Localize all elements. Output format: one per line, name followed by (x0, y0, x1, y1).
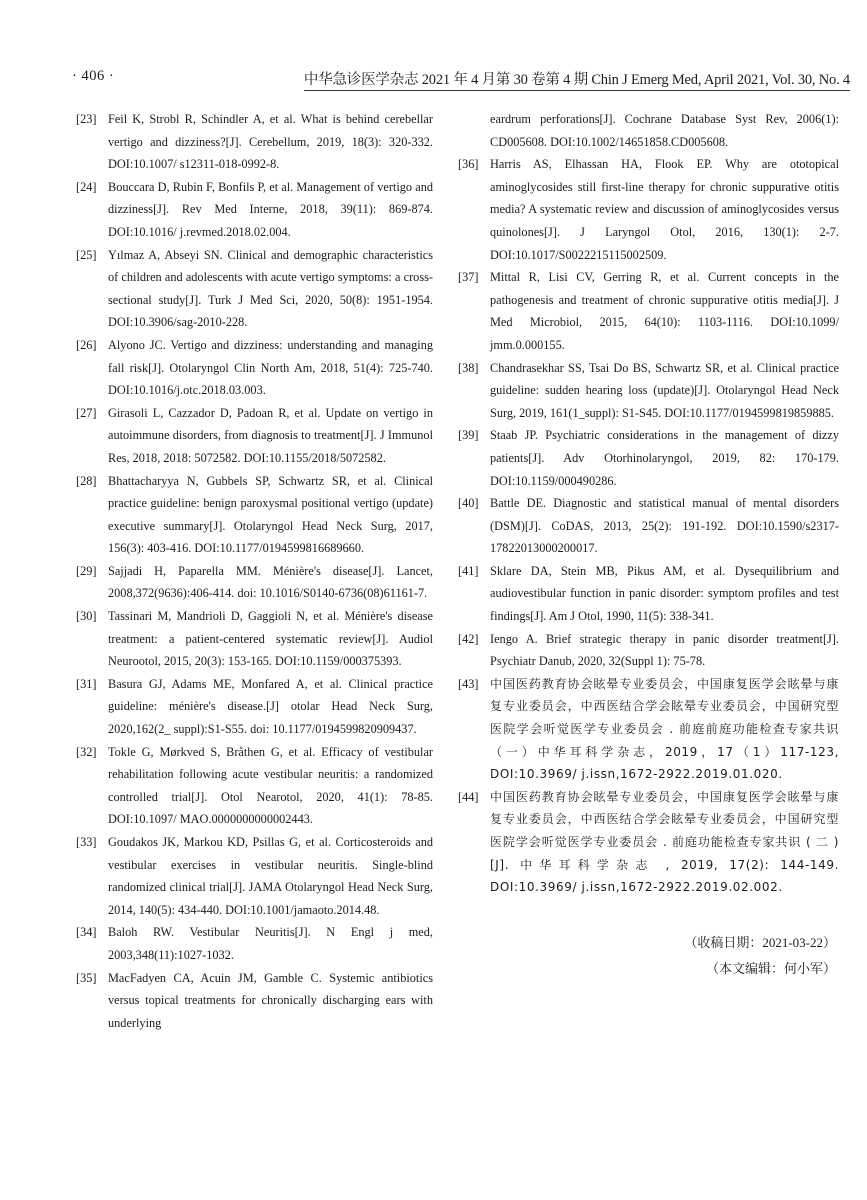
reference-number: [24] (76, 179, 97, 194)
reference-item (73, 921, 433, 966)
reference-item (73, 831, 433, 921)
reference-text: 中国医药教育协会眩晕专业委员会，中国康复医学会眩晕与康复专业委员会，中西医结合学会眩晕专业委员会，中国研究型医院学会听觉医学专业委员会 . 前庭功能检查专家共识 ( 二 )[J]. 中华耳科学杂志 , 2019, 17(2): 144-149. DOI:10.3969/ j.issn,1672-2922.2019.02.002. (490, 789, 839, 895)
reference-number: [44] (458, 789, 479, 804)
reference-item (73, 470, 433, 560)
reference-text: Battle DE. Diagnostic and statistical manual of mental disorders (DSM)[J]. CoDAS, 2013, 25(2): 191-192. DOI:10.1590/s2317-17822013000200017. (490, 496, 839, 556)
reference-number: [37] (458, 270, 479, 285)
reference-number: [32] (76, 744, 97, 759)
reference-item (73, 402, 433, 470)
reference-text: Staab JP. Psychiatric considerations in the management of dizzy patients[J]. Adv Otorhinolaryngol, 2019, 82: 170-179. DOI:10.1159/000490286. (490, 428, 839, 488)
reference-text: Bouccara D, Rubin F, Bonfils P, et al. Management of vertigo and dizziness[J]. Rev Med Interne, 2018, 39(11): 869-874. DOI:10.1016/ j.revmed.2018.02.004. (108, 179, 433, 239)
left-column (73, 108, 433, 1034)
reference-item (73, 967, 433, 1035)
reference-text: Mittal R, Lisi CV, Gerring R, et al. Current concepts in the pathogenesis and treatment of chronic suppurative otitis media[J]. J Med Microbiol, 2015, 64(10): 1103-1116. DOI:10.1099/ jmm.0.000155. (490, 270, 839, 352)
reference-item (73, 605, 433, 673)
reference-item (455, 628, 839, 673)
reference-text: Basura GJ, Adams ME, Monfared A, et al. Clinical practice guideline: ménière's disease.[J] otolar Head Neck Surg, 2020,162(2_ suppl):S1-S55. doi: 10.1177/0194599820909437. (108, 676, 433, 737)
reference-number: [39] (458, 428, 479, 443)
reference-text: Sklare DA, Stein MB, Pikus AM, et al. Dysequilibrium and audiovestibular function in panic disorder: symptom profiles and test findings[J]. Am J Otol, 1990, 11(5): 338-341. (490, 563, 839, 624)
reference-text: Baloh RW. Vestibular Neuritis[J]. N Engl j med, 2003,348(11):1027-1032. (108, 925, 433, 962)
reference-text: 中国医药教育协会眩晕专业委员会，中国康复医学会眩晕与康复专业委员会，中西医结合学会眩晕专业委员会，中国研究型医院学会听觉医学专业委员会 . 前庭前庭功能检查专家共识（一）中华耳科学杂志，2019，17（1）117-123, DOI:10.3969/ j.issn,1672-2922.2019.01.020. (490, 676, 839, 782)
reference-item (73, 334, 433, 402)
reference-item (73, 673, 433, 741)
reference-text: Sajjadi H, Paparella MM. Ménière's disease[J]. Lancet, 2008,372(9636):406-414. doi: 10.1016/S0140-6736(08)61161-7. (108, 563, 433, 601)
reference-item (73, 244, 433, 334)
reference-text: Iengo A. Brief strategic therapy in panic disorder treatment[J]. Psychiatr Danub, 2020, 32(Suppl 1): 75-78. (490, 631, 839, 669)
reference-number: [25] (76, 247, 97, 262)
reference-number: [26] (76, 337, 97, 352)
reference-item (455, 560, 839, 628)
reference-item (455, 357, 839, 425)
reference-item (455, 786, 839, 899)
reference-number: [33] (76, 835, 97, 849)
reference-item (455, 153, 839, 266)
reference-text: Girasoli L, Cazzador D, Padoan R, et al. Update on vertigo in autoimmune disorders, from diagnosis to treatment[J]. J Immunol Res, 2018, 2018: 5072582. DOI:10.1155/2018/5072582. (108, 405, 433, 465)
reference-item (455, 492, 839, 560)
reference-number: [27] (76, 405, 97, 420)
reference-text: Tokle G, Mørkved S, Bråthen G, et al. Efficacy of vestibular rehabilitation following acute vestibular neuritis: a randomized controlled trial[J]. Otol Nearotol, 2020, 41(1): 78-85. DOI:10.1097/ MAO.0000000000002443. (108, 744, 433, 827)
reference-number: [35] (76, 970, 97, 985)
page-number: · 406 · (72, 68, 115, 84)
reference-text: Feil K, Strobl R, Schindler A, et al. What is behind cerebellar vertigo and dizziness?[J]. Cerebellum, 2019, 18(3): 320-332. DOI:10.1007/ s12311-018-0992-8. (108, 112, 433, 172)
running-header (72, 68, 850, 90)
reference-item (73, 176, 433, 244)
reference-item (73, 108, 433, 176)
reference-item (73, 741, 433, 831)
reference-item (73, 560, 433, 605)
reference-number: [40] (458, 496, 479, 511)
reference-number: [43] (458, 676, 479, 691)
reference-text: Alyono JC. Vertigo and dizziness: understanding and managing fall risk[J]. Otolaryngol Clin North Am, 2018, 51(4): 725-740. DOI:10.1016/j.otc.2018.03.003. (108, 337, 433, 398)
editor-note: （本文编辑：何小军） (705, 961, 836, 976)
reference-number: [23] (76, 112, 97, 126)
reference-text: Chandrasekhar SS, Tsai Do BS, Schwartz SR, et al. Clinical practice guideline: sudden hearing loss (update)[J]. Otolaryngol Head Neck Surg, 2019, 161(1_suppl): S1-S45. DOI:10.1177/0194599819859885. (490, 360, 839, 420)
journal-citation: 中华急诊医学杂志 2021 年 4 月第 30 卷第 4 期 Chin J Emerg Med, April 2021, Vol. 30, No. 4 (304, 68, 850, 91)
reference-text: Goudakos JK, Markou KD, Psillas G, et al. Corticosteroids and vestibular exercises in vestibular neuritis. Single-blind randomized clinical trial[J]. JAMA Otolaryngol Head Neck Surg, 2014, 140(5): 434-440. DOI:10.1001/jamaoto.2014.48. (108, 835, 433, 917)
reference-text: Yılmaz A, Abseyi SN. Clinical and demographic characteristics of children and adolescents with acute vertigo symptoms: a cross-sectional study[J]. Turk J Med Sci, 2020, 50(8): 1951-1954. DOI:10.3906/sag-2010-228. (108, 247, 433, 330)
reference-number: [31] (76, 676, 97, 691)
reference-number: [28] (76, 473, 97, 488)
reference-item (455, 673, 839, 786)
reference-number: [36] (458, 157, 479, 172)
reference-text: Bhattacharyya N, Gubbels SP, Schwartz SR, et al. Clinical practice guideline: benign paroxysmal positional vertigo (update) executive summary[J]. Otolaryngol Head Neck Surg, 2017, 156(3): 403-416. DOI:10.1177/0194599816689660. (108, 473, 433, 556)
reference-text: Harris AS, Elhassan HA, Flook EP. Why are ototopical aminoglycosides still first-line therapy for chronic suppurative otitis media? A systematic review and discussion of aminoglycosides versus quinolones[J]. J Laryngol Otol, 2016, 130(1): 2-7. DOI:10.1017/S0022215115002509. (490, 157, 839, 262)
reference-number: [30] (76, 609, 97, 624)
reference-item (455, 424, 839, 492)
reference-number: [34] (76, 925, 97, 940)
reference-continuation: eardrum perforations[J]. Cochrane Database Syst Rev, 2006(1): CD005608. DOI:10.1002/14651858.CD005608. (490, 112, 839, 149)
reference-number: [38] (458, 360, 479, 375)
reference-text: MacFadyen CA, Acuin JM, Gamble C. Systemic antibiotics versus topical treatments for chronically discharging ears with underlying (108, 970, 433, 1030)
reference-number: [29] (76, 563, 97, 578)
reference-number: [42] (458, 631, 479, 646)
reference-number: [41] (458, 563, 479, 578)
received-date: （收稿日期：2021-03-22） (684, 935, 836, 950)
right-column (455, 108, 839, 899)
reference-item (455, 266, 839, 356)
reference-text: Tassinari M, Mandrioli D, Gaggioli N, et al. Ménière's disease treatment: a patient-centered systematic review[J]. Audiol Neurootol, 2015, 20(3): 153-165. DOI:10.1159/000375393. (108, 609, 433, 669)
